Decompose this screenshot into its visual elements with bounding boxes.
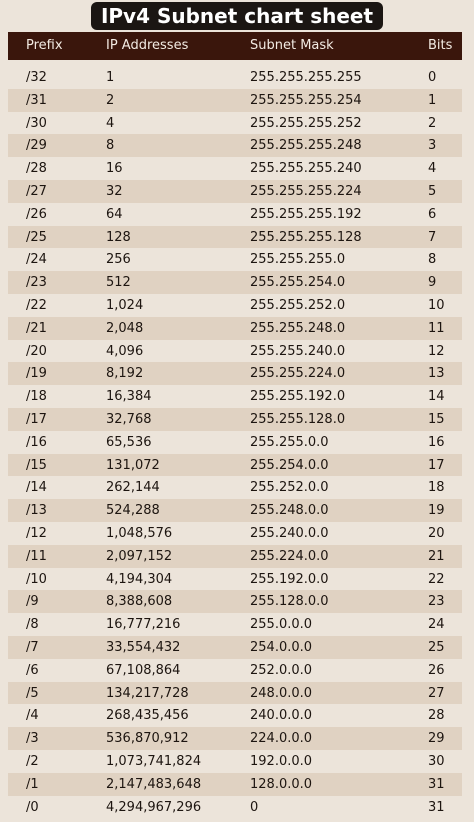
- page-title: IPv4 Subnet chart sheet: [91, 2, 383, 30]
- cell-subnet-mask: 255.192.0.0: [250, 571, 329, 587]
- cell-prefix: /8: [26, 617, 39, 633]
- cell-prefix: /3: [26, 731, 39, 747]
- cell-ip-addresses: 8,388,608: [106, 594, 173, 610]
- cell-subnet-mask: 255.248.0.0: [250, 503, 329, 519]
- table-header: [8, 32, 462, 60]
- cell-ip-addresses: 64: [106, 206, 123, 222]
- cell-ip-addresses: 256: [106, 252, 131, 268]
- table-row: [8, 476, 462, 499]
- cell-ip-addresses: 33,554,432: [106, 639, 181, 655]
- cell-bits: 21: [428, 548, 445, 564]
- cell-ip-addresses: 512: [106, 275, 131, 291]
- cell-ip-addresses: 1: [106, 70, 115, 85]
- cell-prefix: /24: [26, 252, 47, 268]
- cell-bits: 26: [428, 662, 445, 678]
- table-row: [8, 522, 462, 545]
- table-row: [8, 682, 462, 705]
- cell-ip-addresses: 131,072: [106, 457, 160, 473]
- cell-prefix: /31: [26, 92, 47, 108]
- cell-bits: 30: [428, 753, 445, 769]
- cell-prefix: /10: [26, 571, 47, 587]
- header-ip-addresses: IP Addresses: [106, 38, 189, 53]
- table-row: [8, 773, 462, 796]
- header-subnet-mask: Subnet Mask: [250, 38, 334, 53]
- cell-subnet-mask: 255.255.224.0: [250, 366, 346, 382]
- cell-bits: 5: [428, 183, 437, 199]
- cell-ip-addresses: 536,870,912: [106, 731, 189, 747]
- cell-subnet-mask: 255.255.240.0: [250, 343, 346, 359]
- cell-bits: 10: [428, 297, 445, 313]
- cell-prefix: /32: [26, 70, 47, 85]
- cell-bits: 9: [428, 275, 437, 291]
- table-row: [8, 590, 462, 613]
- cell-prefix: /20: [26, 343, 47, 359]
- table-row: [8, 727, 462, 750]
- cell-bits: 0: [428, 70, 437, 85]
- table-row: [8, 134, 462, 157]
- cell-prefix: /22: [26, 297, 47, 313]
- title-container: [0, 0, 474, 34]
- cell-ip-addresses: 4,194,304: [106, 571, 173, 587]
- cell-bits: 18: [428, 480, 445, 496]
- table-row: [8, 340, 462, 363]
- cell-ip-addresses: 2,147,483,648: [106, 776, 202, 792]
- cell-subnet-mask: 248.0.0.0: [250, 685, 313, 701]
- cell-ip-addresses: 2,097,152: [106, 548, 173, 564]
- cell-bits: 17: [428, 457, 445, 473]
- cell-bits: 23: [428, 594, 445, 610]
- table-row: [8, 704, 462, 727]
- cell-prefix: /11: [26, 548, 47, 564]
- cell-bits: 1: [428, 92, 437, 108]
- cell-subnet-mask: 255.128.0.0: [250, 594, 329, 610]
- cell-bits: 4: [428, 161, 437, 177]
- table-row: [8, 180, 462, 203]
- cell-subnet-mask: 255.240.0.0: [250, 525, 329, 541]
- table-row: [8, 750, 462, 773]
- table-row: [8, 362, 462, 385]
- cell-subnet-mask: 255.255.255.224: [250, 183, 362, 199]
- cell-bits: 16: [428, 434, 445, 450]
- cell-prefix: /29: [26, 138, 47, 154]
- table-row: [8, 89, 462, 112]
- cell-prefix: /4: [26, 708, 39, 724]
- cell-ip-addresses: 524,288: [106, 503, 160, 519]
- cell-subnet-mask: 255.255.255.252: [250, 115, 362, 131]
- table-row: [8, 112, 462, 135]
- cell-bits: 31: [428, 799, 445, 815]
- cell-subnet-mask: 255.255.255.240: [250, 161, 362, 177]
- cell-prefix: /30: [26, 115, 47, 131]
- table-row: [8, 431, 462, 454]
- cell-subnet-mask: 192.0.0.0: [250, 753, 313, 769]
- cell-subnet-mask: 128.0.0.0: [250, 776, 313, 792]
- cell-bits: 6: [428, 206, 437, 222]
- cell-prefix: /21: [26, 320, 47, 336]
- cell-ip-addresses: 16,777,216: [106, 617, 181, 633]
- table-row: [8, 385, 462, 408]
- cell-bits: 7: [428, 229, 437, 245]
- table-row: [8, 796, 462, 819]
- cell-bits: 31: [428, 776, 445, 792]
- cell-ip-addresses: 8: [106, 138, 115, 154]
- cell-subnet-mask: 255.255.255.192: [250, 206, 362, 222]
- cell-prefix: /23: [26, 275, 47, 291]
- cell-ip-addresses: 32: [106, 183, 123, 199]
- cell-bits: 8: [428, 252, 437, 268]
- cell-subnet-mask: 255.255.255.255: [250, 70, 362, 85]
- cell-bits: 15: [428, 411, 445, 427]
- cell-ip-addresses: 4,294,967,296: [106, 799, 202, 815]
- table-row: [8, 454, 462, 477]
- table-row: [8, 66, 462, 89]
- cell-ip-addresses: 2,048: [106, 320, 144, 336]
- table-row: [8, 659, 462, 682]
- cell-prefix: /2: [26, 753, 39, 769]
- cell-subnet-mask: 240.0.0.0: [250, 708, 313, 724]
- cell-subnet-mask: 255.224.0.0: [250, 548, 329, 564]
- table-row: [8, 636, 462, 659]
- cell-ip-addresses: 4,096: [106, 343, 144, 359]
- cell-bits: 13: [428, 366, 445, 382]
- cell-bits: 27: [428, 685, 445, 701]
- table-row: [8, 271, 462, 294]
- table-row: [8, 226, 462, 249]
- cell-prefix: /1: [26, 776, 39, 792]
- cell-subnet-mask: 255.255.254.0: [250, 275, 346, 291]
- cell-subnet-mask: 255.254.0.0: [250, 457, 329, 473]
- cell-prefix: /12: [26, 525, 47, 541]
- cell-prefix: /25: [26, 229, 47, 245]
- cell-prefix: /13: [26, 503, 47, 519]
- cell-prefix: /27: [26, 183, 47, 199]
- cell-ip-addresses: 16,384: [106, 389, 152, 405]
- cell-ip-addresses: 128: [106, 229, 131, 245]
- cell-prefix: /19: [26, 366, 47, 382]
- cell-prefix: /16: [26, 434, 47, 450]
- cell-subnet-mask: 255.255.248.0: [250, 320, 346, 336]
- table-row: [8, 294, 462, 317]
- cell-bits: 25: [428, 639, 445, 655]
- cell-ip-addresses: 2: [106, 92, 115, 108]
- cell-prefix: /6: [26, 662, 39, 678]
- cell-ip-addresses: 32,768: [106, 411, 152, 427]
- cell-subnet-mask: 255.255.128.0: [250, 411, 346, 427]
- table-row: [8, 613, 462, 636]
- table-row: [8, 317, 462, 340]
- cell-ip-addresses: 1,024: [106, 297, 144, 313]
- table-row: [8, 157, 462, 180]
- cell-prefix: /0: [26, 799, 39, 815]
- cell-bits: 22: [428, 571, 445, 587]
- cell-ip-addresses: 1,073,741,824: [106, 753, 202, 769]
- cell-subnet-mask: 255.255.255.248: [250, 138, 362, 154]
- cell-ip-addresses: 65,536: [106, 434, 152, 450]
- cell-subnet-mask: 0: [250, 799, 259, 815]
- cell-bits: 24: [428, 617, 445, 633]
- cell-subnet-mask: 254.0.0.0: [250, 639, 313, 655]
- header-bits: Bits: [428, 38, 453, 53]
- cell-subnet-mask: 255.255.0.0: [250, 434, 329, 450]
- cell-bits: 12: [428, 343, 445, 359]
- cell-prefix: /26: [26, 206, 47, 222]
- cell-subnet-mask: 255.255.192.0: [250, 389, 346, 405]
- cell-prefix: /15: [26, 457, 47, 473]
- cell-subnet-mask: 255.255.252.0: [250, 297, 346, 313]
- cell-subnet-mask: 255.255.255.254: [250, 92, 362, 108]
- cell-bits: 3: [428, 138, 437, 154]
- cell-bits: 19: [428, 503, 445, 519]
- cell-bits: 28: [428, 708, 445, 724]
- cell-bits: 11: [428, 320, 445, 336]
- cell-ip-addresses: 268,435,456: [106, 708, 189, 724]
- subnet-table-body: [8, 66, 462, 818]
- cell-prefix: /7: [26, 639, 39, 655]
- cell-subnet-mask: 224.0.0.0: [250, 731, 313, 747]
- cell-ip-addresses: 134,217,728: [106, 685, 189, 701]
- cell-subnet-mask: 255.255.255.128: [250, 229, 362, 245]
- cell-ip-addresses: 67,108,864: [106, 662, 181, 678]
- table-row: [8, 545, 462, 568]
- cell-ip-addresses: 4: [106, 115, 115, 131]
- cell-ip-addresses: 262,144: [106, 480, 160, 496]
- cell-subnet-mask: 255.255.255.0: [250, 252, 346, 268]
- cell-bits: 20: [428, 525, 445, 541]
- cell-bits: 29: [428, 731, 445, 747]
- cell-prefix: /5: [26, 685, 39, 701]
- cell-prefix: /9: [26, 594, 39, 610]
- cell-prefix: /14: [26, 480, 47, 496]
- cell-bits: 14: [428, 389, 445, 405]
- table-row: [8, 408, 462, 431]
- header-prefix: Prefix: [26, 38, 63, 53]
- cell-ip-addresses: 16: [106, 161, 123, 177]
- table-row: [8, 499, 462, 522]
- cell-bits: 2: [428, 115, 437, 131]
- cell-prefix: /18: [26, 389, 47, 405]
- cell-ip-addresses: 1,048,576: [106, 525, 173, 541]
- cell-subnet-mask: 252.0.0.0: [250, 662, 313, 678]
- cell-ip-addresses: 8,192: [106, 366, 144, 382]
- table-row: [8, 568, 462, 591]
- cell-prefix: /28: [26, 161, 47, 177]
- cell-subnet-mask: 255.252.0.0: [250, 480, 329, 496]
- table-row: [8, 248, 462, 271]
- cell-prefix: /17: [26, 411, 47, 427]
- table-row: [8, 203, 462, 226]
- cell-subnet-mask: 255.0.0.0: [250, 617, 313, 633]
